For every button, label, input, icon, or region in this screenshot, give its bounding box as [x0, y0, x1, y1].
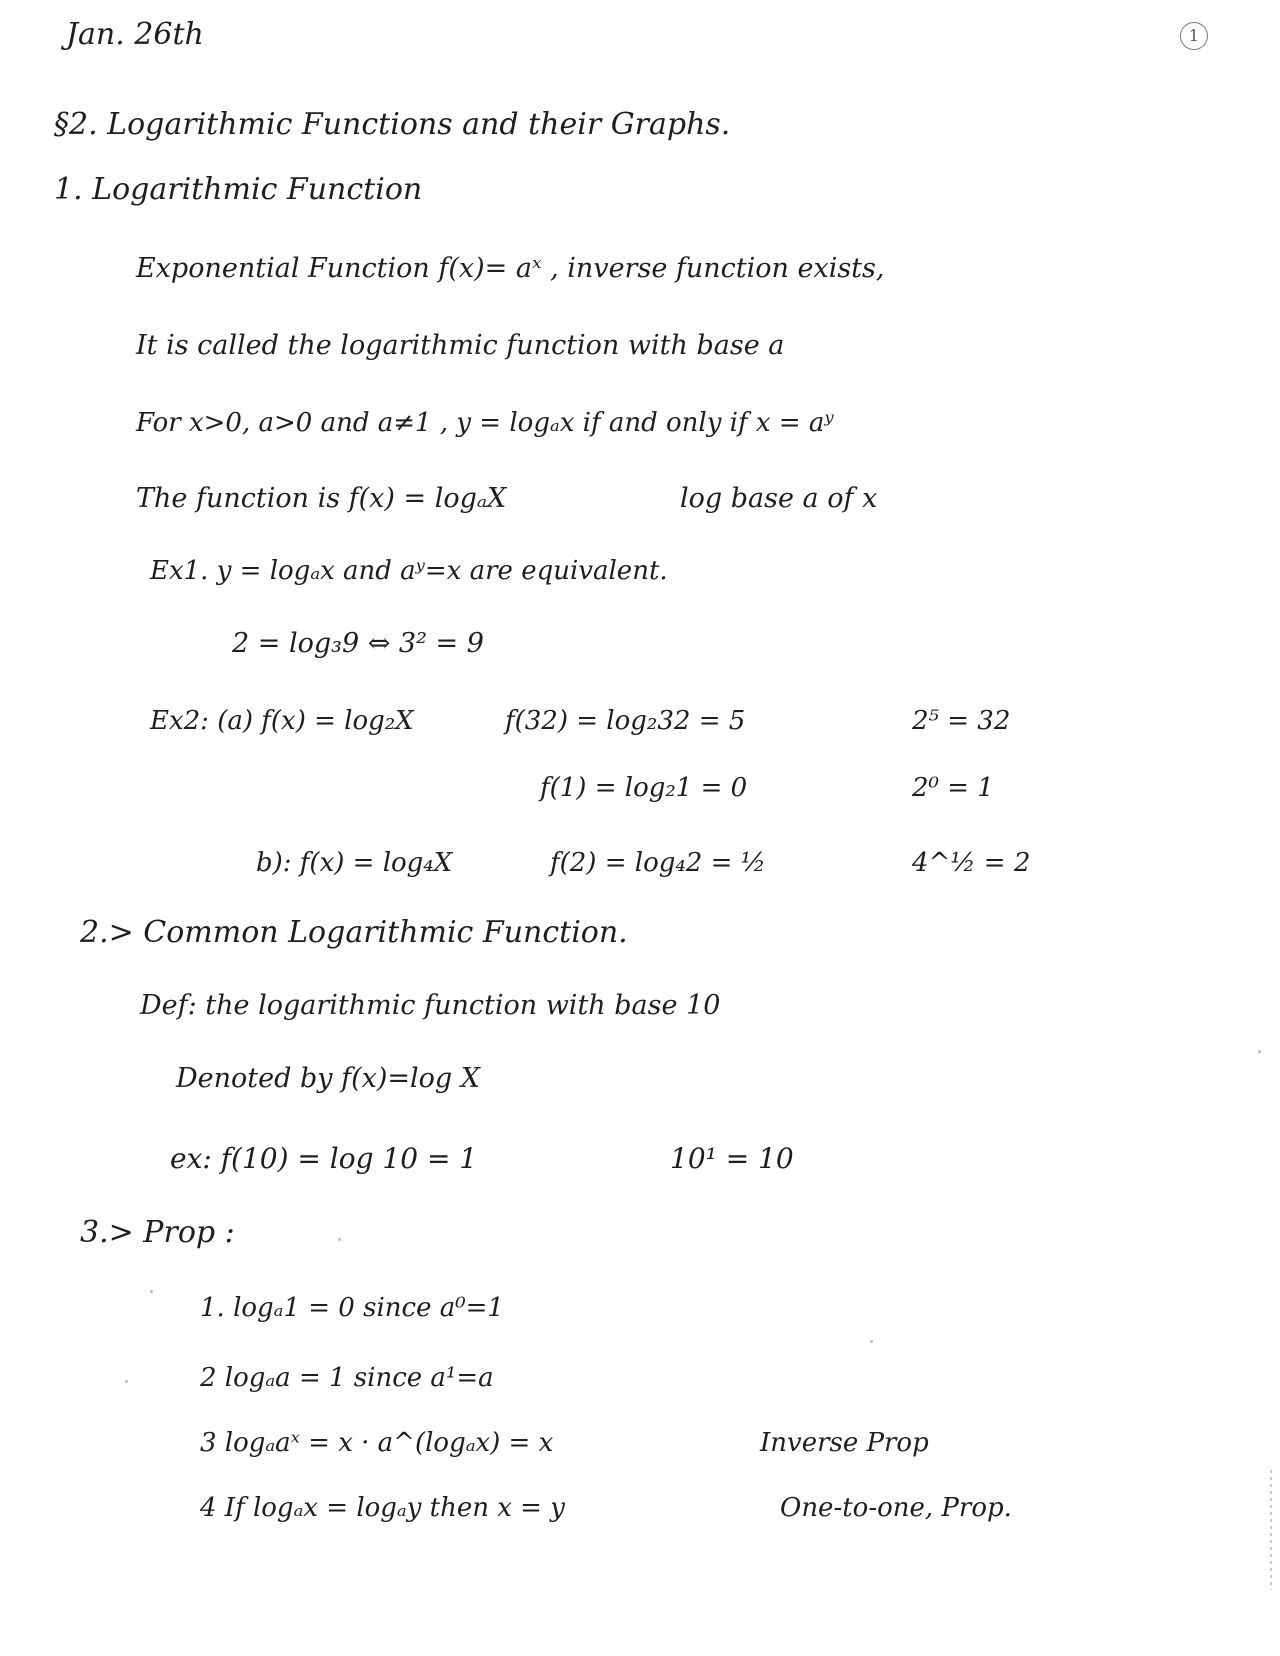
date: Jan. 26th	[66, 17, 204, 52]
heading-2: 2.> Common Logarithmic Function.	[80, 915, 628, 950]
example-2b: b): f(x) = log₄X	[256, 848, 453, 878]
example-3-check: 10¹ = 10	[670, 1142, 794, 1175]
example-3: ex: f(10) = log 10 = 1	[170, 1142, 478, 1175]
prop-2: 2 logₐa = 1 since a¹=a	[200, 1363, 494, 1393]
example-1: Ex1. y = logₐx and aʸ=x are equivalent.	[150, 556, 668, 586]
page-number: 1	[1180, 22, 1208, 50]
example-2b-value: f(2) = log₄2 = ½	[550, 848, 766, 878]
heading-1: 1. Logarithmic Function	[54, 172, 423, 207]
heading-3: 3.> Prop :	[80, 1215, 235, 1250]
prop-1: 1. logₐ1 = 0 since a⁰=1	[200, 1293, 504, 1323]
called-line: It is called the logarithmic function with base a	[136, 330, 785, 361]
speck	[870, 1340, 873, 1343]
example-2a-check-2: 2⁰ = 1	[912, 773, 994, 803]
read-as: log base a of x	[680, 483, 878, 514]
prop-3: 3 logₐaˣ = x · a^(logₐx) = x	[200, 1428, 554, 1458]
speck	[338, 1238, 341, 1241]
speck	[125, 1380, 128, 1383]
scan-edge-marks	[1270, 1470, 1272, 1590]
prop-4-note: One-to-one, Prop.	[780, 1493, 1012, 1523]
speck	[1258, 1050, 1261, 1053]
function-line: The function is f(x) = logₐX	[136, 483, 507, 514]
example-2a-check-1: 2⁵ = 32	[912, 706, 1011, 736]
prop-4: 4 If logₐx = logₐy then x = y	[200, 1493, 565, 1523]
example-2b-check: 4^½ = 2	[912, 848, 1031, 878]
def-line: Def: the logarithmic function with base 10	[140, 990, 721, 1021]
definition-line: For x>0, a>0 and a≠1 , y = logₐx if and only if x = aʸ	[136, 408, 834, 438]
example-1b: 2 = log₃9 ⇔ 3² = 9	[232, 628, 484, 659]
example-2a-value-2: f(1) = log₂1 = 0	[540, 773, 748, 803]
speck	[150, 1290, 153, 1293]
example-2a: Ex2: (a) f(x) = log₂X	[150, 706, 414, 736]
example-2a-value-1: f(32) = log₂32 = 5	[505, 706, 746, 736]
denoted-line: Denoted by f(x)=log X	[176, 1063, 480, 1094]
exp-line: Exponential Function f(x)= aˣ , inverse function exists,	[136, 253, 885, 284]
prop-3-note: Inverse Prop	[760, 1428, 929, 1458]
section-title: §2. Logarithmic Functions and their Graphs.	[54, 107, 731, 142]
